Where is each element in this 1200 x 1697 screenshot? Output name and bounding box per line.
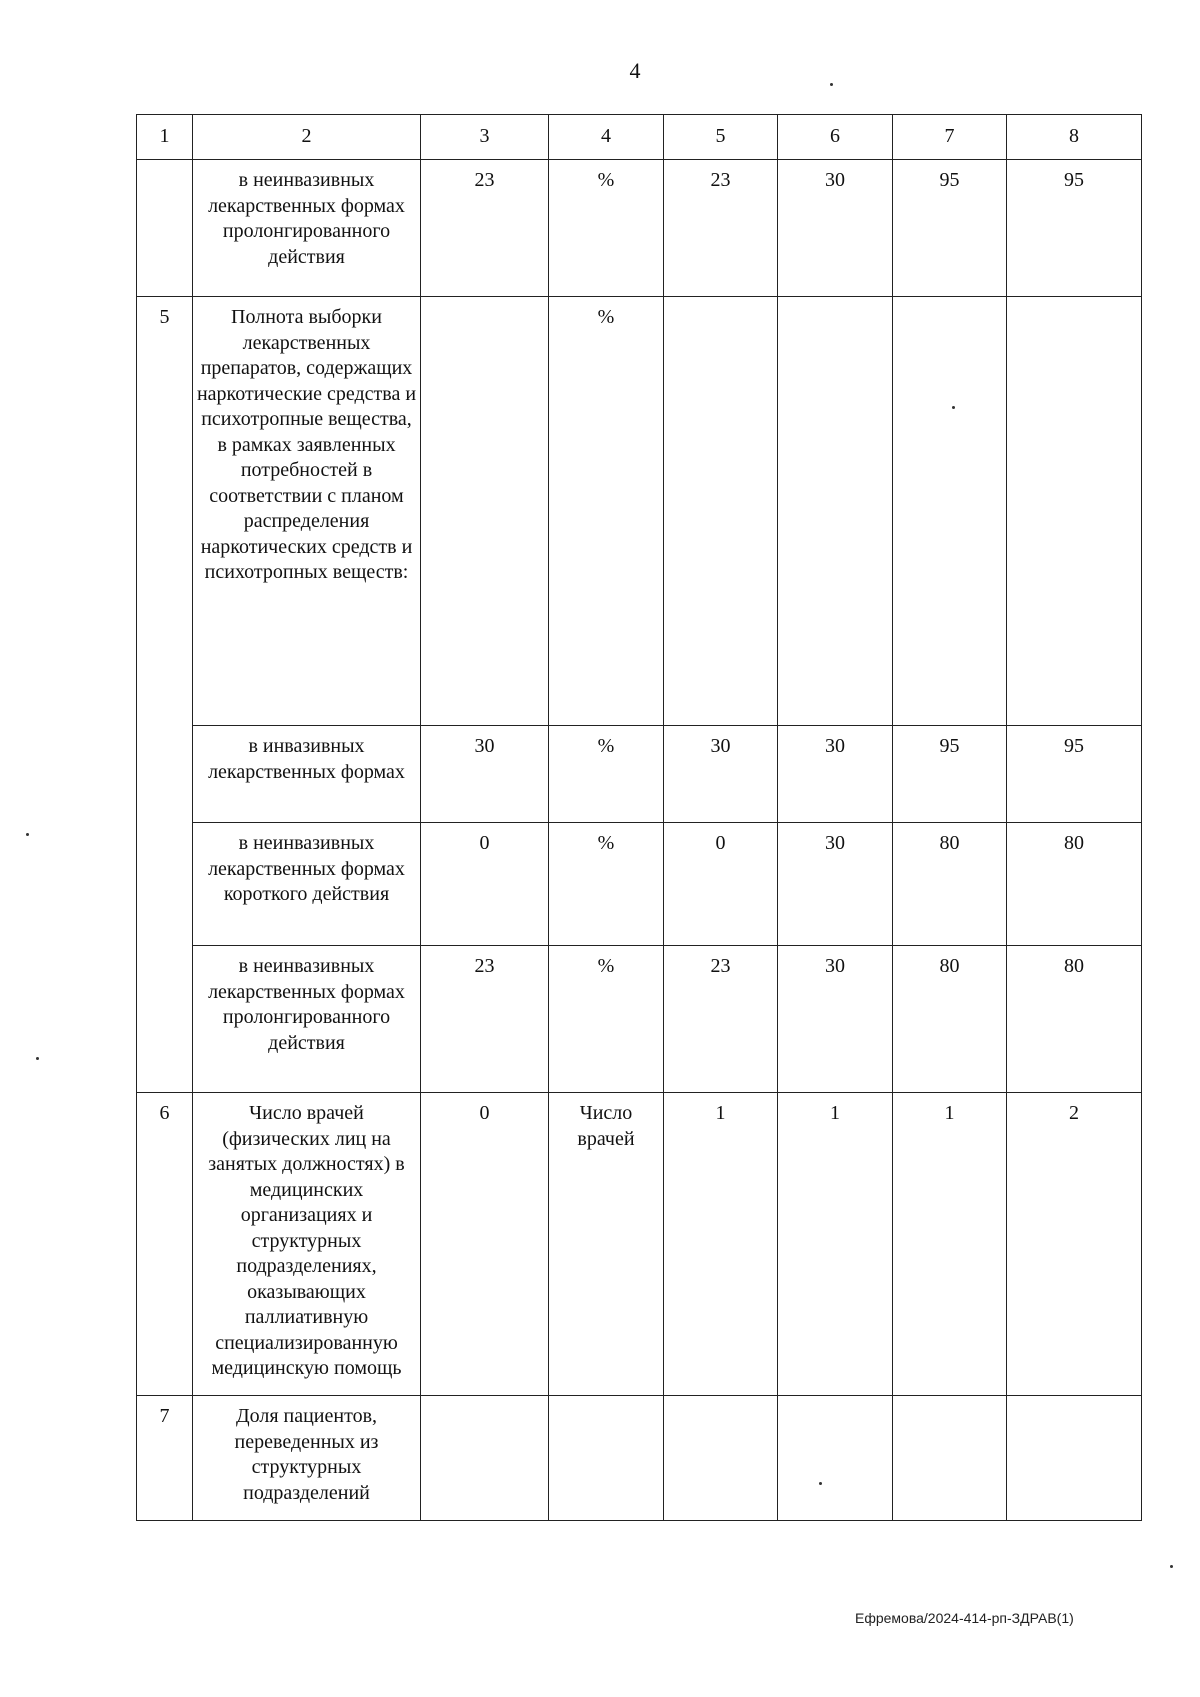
value-cell: 95 <box>893 160 1007 297</box>
row-number-cell: 7 <box>137 1396 193 1521</box>
value-cell: 80 <box>893 823 1007 946</box>
header-cell: 7 <box>893 115 1007 160</box>
value-cell: 1 <box>664 1093 778 1396</box>
indicator-name: в неинвазивных лекарственных формах пролонгированного действия <box>193 946 421 1093</box>
value-cell: 23 <box>421 160 549 297</box>
value-cell: 2 <box>1007 1093 1142 1396</box>
value-cell: 80 <box>1007 823 1142 946</box>
table-row <box>137 823 1142 946</box>
value-cell: 1 <box>778 1093 893 1396</box>
indicator-name: Полнота выборки лекарственных препаратов, содержащих наркотические средства и психотропные вещества, в рамках заявленных потребностей в соответствии с планом распределения наркотических средств и психотропных веществ: <box>193 297 421 726</box>
table-row <box>137 297 1142 726</box>
value-cell <box>421 297 549 726</box>
value-cell: 0 <box>421 1093 549 1396</box>
value-cell: 23 <box>664 946 778 1093</box>
unit-cell <box>549 1396 664 1521</box>
value-cell: 0 <box>421 823 549 946</box>
scan-speck <box>1170 1565 1173 1568</box>
value-cell: 23 <box>421 946 549 1093</box>
indicator-name: Число врачей (физических лиц на занятых должностях) в медицинских организациях и структурных подразделениях, оказывающих паллиативную специализированную медицинскую помощь <box>193 1093 421 1396</box>
header-cell: 2 <box>193 115 421 160</box>
value-cell <box>893 1396 1007 1521</box>
unit-cell: % <box>549 160 664 297</box>
unit-cell: % <box>549 297 664 726</box>
value-cell: 1 <box>893 1093 1007 1396</box>
value-cell: 95 <box>1007 160 1142 297</box>
scan-speck <box>36 1057 39 1060</box>
unit-cell: % <box>549 946 664 1093</box>
table-row <box>137 1093 1142 1396</box>
table-row <box>137 1396 1142 1521</box>
value-cell <box>778 297 893 726</box>
value-cell <box>664 297 778 726</box>
value-cell: 95 <box>1007 726 1142 823</box>
scan-speck <box>952 406 955 409</box>
row-number-cell <box>137 160 193 297</box>
value-cell: 0 <box>664 823 778 946</box>
table-row <box>137 946 1142 1093</box>
indicator-name: в неинвазивных лекарственных формах короткого действия <box>193 823 421 946</box>
value-cell <box>778 1396 893 1521</box>
value-cell <box>893 297 1007 726</box>
value-cell <box>421 1396 549 1521</box>
value-cell: 30 <box>664 726 778 823</box>
value-cell <box>664 1396 778 1521</box>
header-cell: 8 <box>1007 115 1142 160</box>
indicator-name: в неинвазивных лекарственных формах пролонгированного действия <box>193 160 421 297</box>
indicators-table <box>136 114 1142 1521</box>
value-cell: 80 <box>1007 946 1142 1093</box>
scan-speck <box>26 833 29 836</box>
scan-speck <box>830 83 833 86</box>
table-row <box>137 726 1142 823</box>
row-number-cell: 5 <box>137 297 193 1093</box>
unit-cell: Число врачей <box>549 1093 664 1396</box>
value-cell: 80 <box>893 946 1007 1093</box>
value-cell: 30 <box>778 823 893 946</box>
value-cell: 30 <box>778 160 893 297</box>
unit-cell: % <box>549 726 664 823</box>
value-cell: 30 <box>778 946 893 1093</box>
header-cell: 5 <box>664 115 778 160</box>
header-cell: 3 <box>421 115 549 160</box>
header-cell: 1 <box>137 115 193 160</box>
scan-speck <box>819 1482 822 1485</box>
table-header-row <box>137 115 1142 160</box>
indicator-name: в инвазивных лекарственных формах <box>193 726 421 823</box>
value-cell: 23 <box>664 160 778 297</box>
header-cell: 6 <box>778 115 893 160</box>
indicator-name: Доля пациентов, переведенных из структурных подразделений <box>193 1396 421 1521</box>
value-cell <box>1007 1396 1142 1521</box>
page-number: 4 <box>629 58 641 83</box>
value-cell: 30 <box>778 726 893 823</box>
value-cell <box>1007 297 1142 726</box>
value-cell: 95 <box>893 726 1007 823</box>
table-row <box>137 160 1142 297</box>
unit-cell: % <box>549 823 664 946</box>
row-number-cell: 6 <box>137 1093 193 1396</box>
value-cell: 30 <box>421 726 549 823</box>
document-reference: Ефремова/2024-414-рп-ЗДРАВ(1) <box>855 1610 1074 1626</box>
header-cell: 4 <box>549 115 664 160</box>
